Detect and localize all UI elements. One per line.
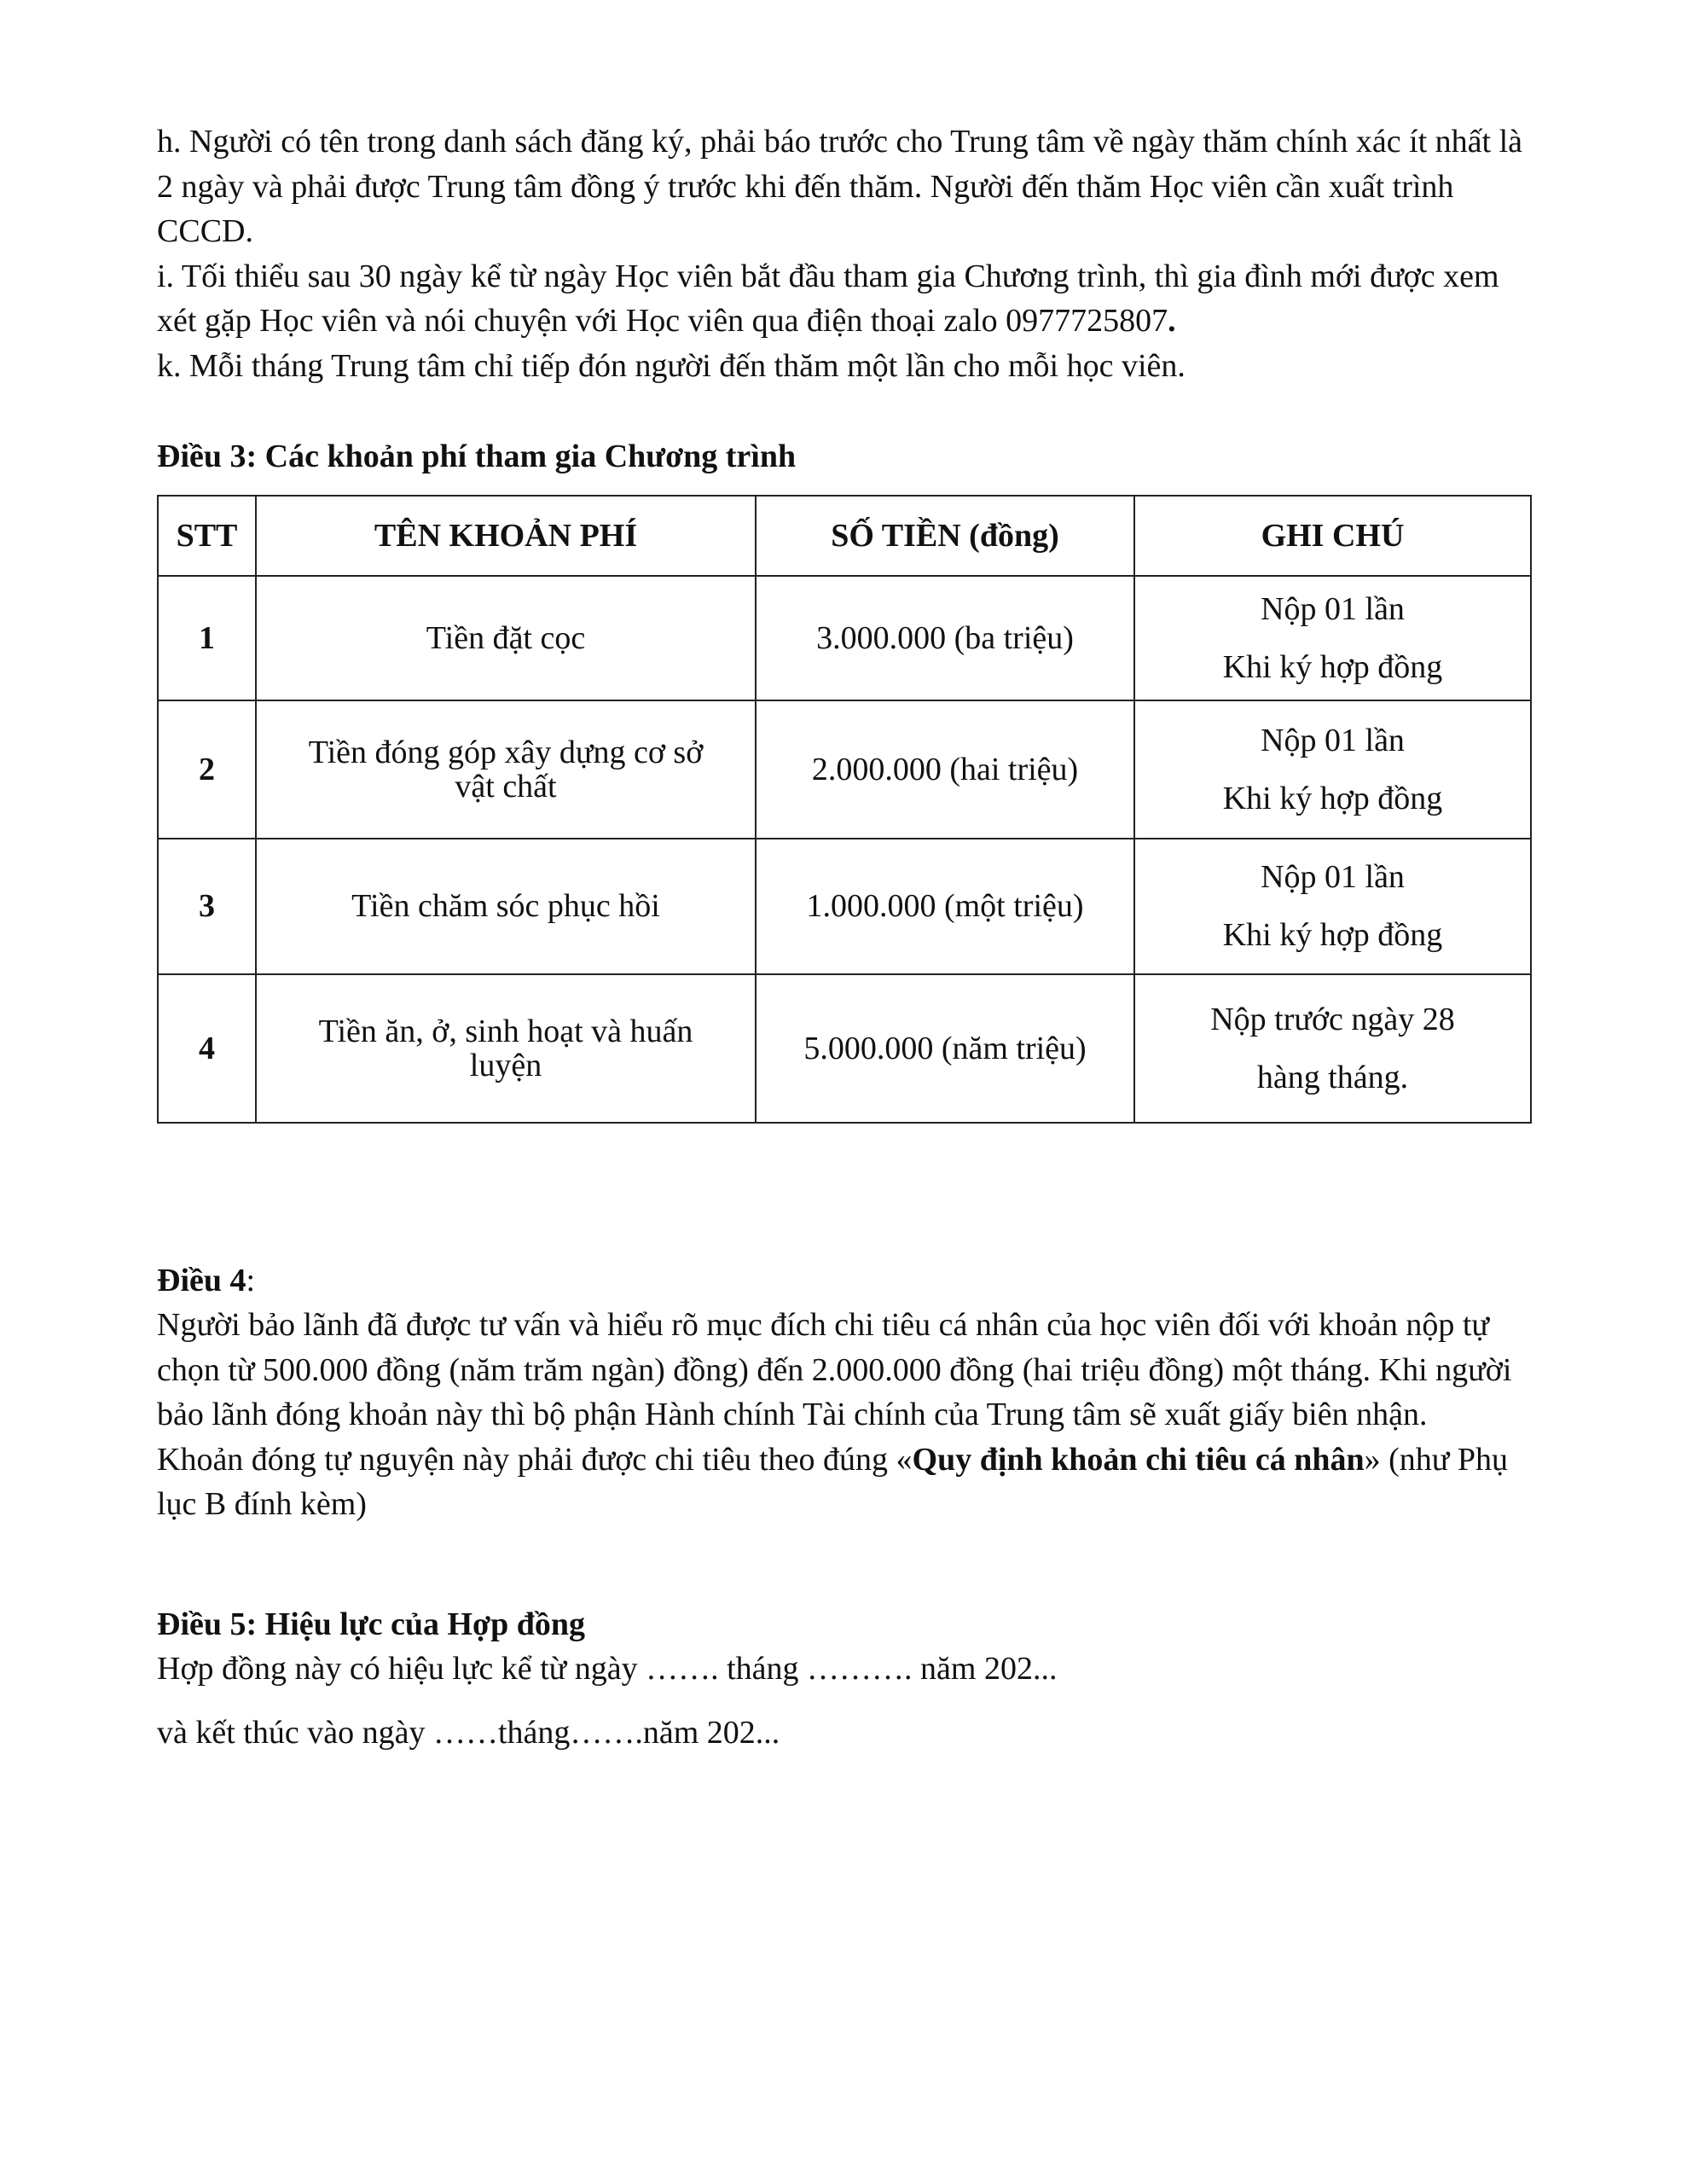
row-amount: 2.000.000 (hai triệu) [756,700,1134,839]
header-stt: STT [158,496,256,576]
dieu4-p2-prefix: Khoản đóng tự nguyện này phải được chi tiêu theo đúng « [157,1441,913,1478]
row-stt: 2 [158,700,256,839]
fee-name-line: Tiền đóng góp xây dựng cơ sở [308,734,704,770]
row-stt: 1 [158,576,256,700]
fee-name-line: luyện [469,1047,542,1083]
dieu4-p2-bold: Quy định khoản chi tiêu cá nhân [912,1441,1365,1478]
fee-name-line: Tiền đặt cọc [426,619,586,656]
table-row [158,839,1531,974]
note-line: Nộp 01 lần [1261,722,1405,758]
clause-i-text: i. Tối thiểu sau 30 ngày kể từ ngày Học viên bắt đầu tham gia Chương trình, thì gia đình mới được xem xét gặp Học viên và nói chuyện với Học viên qua điện thoại zalo 0977725807 [157,258,1499,339]
clause-i-end: . [1168,303,1176,339]
document-page [157,119,1539,1755]
row-fee-name [256,700,756,839]
dieu4-colon: : [246,1262,256,1298]
table-row [158,700,1531,839]
fee-table-header-row [158,496,1531,576]
table-row [158,974,1531,1123]
row-fee-name [256,576,756,700]
note-line: Khi ký hợp đồng [1222,648,1443,685]
fee-name-line: Tiền ăn, ở, sinh hoạt và huấn [318,1013,693,1049]
row-amount: 3.000.000 (ba triệu) [756,576,1134,700]
header-fee-name: TÊN KHOẢN PHÍ [256,496,756,576]
row-fee-name [256,974,756,1123]
row-stt: 3 [158,839,256,974]
table-row [158,576,1531,700]
clause-k: k. Mỗi tháng Trung tâm chỉ tiếp đón người đến thăm một lần cho mỗi học viên. [157,347,1186,384]
dieu3-heading: Điều 3: Các khoản phí tham gia Chương trình [157,439,797,474]
dieu5-line-1: Hợp đồng này có hiệu lực kể từ ngày ……. tháng ………. năm 202... [157,1651,1058,1687]
row-note [1134,576,1531,700]
dieu5-heading: Điều 5: Hiệu lực của Hợp đồng [157,1606,585,1642]
row-note [1134,839,1531,974]
dieu4-heading [157,1258,1539,1304]
fee-name-line: vật chất [455,768,557,804]
dieu4-p2-suffix: » (như Phụ lục B đính kèm) [157,1441,1508,1522]
dieu4-paragraph-1: Người bảo lãnh đã được tư vấn và hiểu rõ mục đích chi tiêu cá nhân của học viên đối với khoản nộp tự chọn từ 500.000 đồng (năm trăm ngàn) đồng) đến 2.000.000 đồng (hai triệu đồng) một tháng. Khi người bảo lãnh đóng khoản này thì bộ phận Hành chính Tài chính của Trung tâm sẽ xuất giấy biên nhận. [157,1307,1512,1432]
row-fee-name [256,839,756,974]
row-note [1134,974,1531,1123]
fee-name-line: Tiền chăm sóc phục hồi [351,888,660,924]
note-line: Khi ký hợp đồng [1222,917,1443,953]
row-note [1134,700,1531,839]
header-amount: SỐ TIỀN (đồng) [756,496,1134,576]
note-line: hàng tháng. [1256,1059,1409,1095]
dieu4-title: Điều 4 [157,1262,246,1298]
row-stt: 4 [158,974,256,1123]
clause-i [157,254,1539,344]
dieu5-line-2: và kết thúc vào ngày ……tháng…….năm 202... [157,1714,780,1751]
clause-h: h. Người có tên trong danh sách đăng ký, phải báo trước cho Trung tâm về ngày thăm chính xác ít nhất là 2 ngày và phải được Trung tâm đồng ý trước khi đến thăm. Người đến thăm Học viên cần xuất trình CCCD. [157,124,1523,249]
row-amount: 5.000.000 (năm triệu) [756,974,1134,1123]
note-line: Nộp 01 lần [1261,590,1405,627]
fee-table [157,495,1532,1124]
note-line: Nộp 01 lần [1261,859,1405,895]
note-line: Nộp trước ngày 28 [1210,1001,1455,1037]
note-line: Khi ký hợp đồng [1222,780,1443,816]
dieu4-paragraph-2 [157,1438,1539,1527]
header-note: GHI CHÚ [1134,496,1531,576]
row-amount: 1.000.000 (một triệu) [756,839,1134,974]
